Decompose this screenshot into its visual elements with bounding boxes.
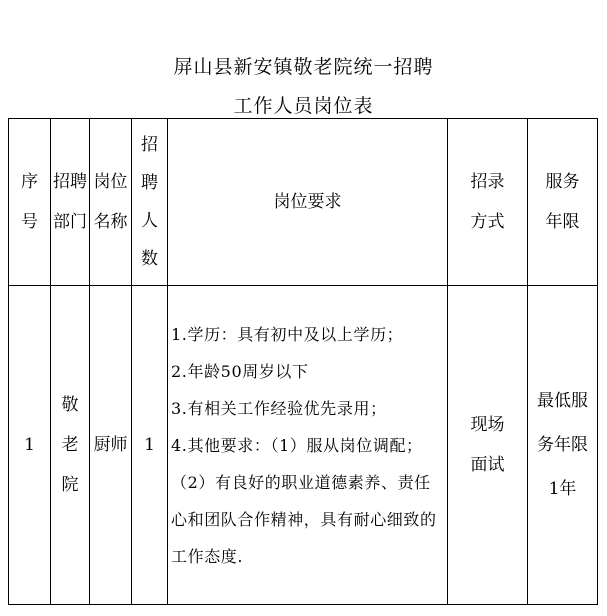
- header-position: 岗位名称: [90, 119, 132, 286]
- header-term: 服务年限: [528, 119, 598, 286]
- job-positions-table: [8, 118, 598, 605]
- document-title-line1: 屏山县新安镇敬老院统一招聘: [173, 56, 434, 78]
- requirement-item: 3.有相关工作经验优先录用；: [171, 398, 387, 418]
- cell-method: 现场面试: [448, 286, 528, 605]
- table-header-row: [9, 119, 598, 286]
- header-method: 招录方式: [448, 119, 528, 286]
- header-count: 招聘人数: [132, 119, 168, 286]
- header-dept: 招聘部门: [51, 119, 90, 286]
- header-requirements: 岗位要求: [168, 119, 448, 286]
- cell-term: 最低服务年限1年: [528, 286, 598, 605]
- table-row: [9, 286, 598, 605]
- cell-seq: 1: [9, 286, 51, 605]
- requirement-item: 4.其他要求：（1）服从岗位调配；（2）有良好的职业道德素养、责任心和团队合作精神，具有耐心细致的工作态度.: [171, 435, 437, 566]
- cell-dept: 敬老院: [51, 286, 90, 605]
- cell-count: 1: [132, 286, 168, 605]
- document-title-line2: 工作人员岗位表: [233, 95, 374, 117]
- requirement-item: 1.学历：具有初中及以上学历；: [171, 324, 404, 344]
- requirement-item: 2.年龄50周岁以下: [171, 361, 309, 381]
- cell-position: 厨师: [90, 286, 132, 605]
- header-seq: 序号: [9, 119, 51, 286]
- cell-requirements: [168, 286, 448, 605]
